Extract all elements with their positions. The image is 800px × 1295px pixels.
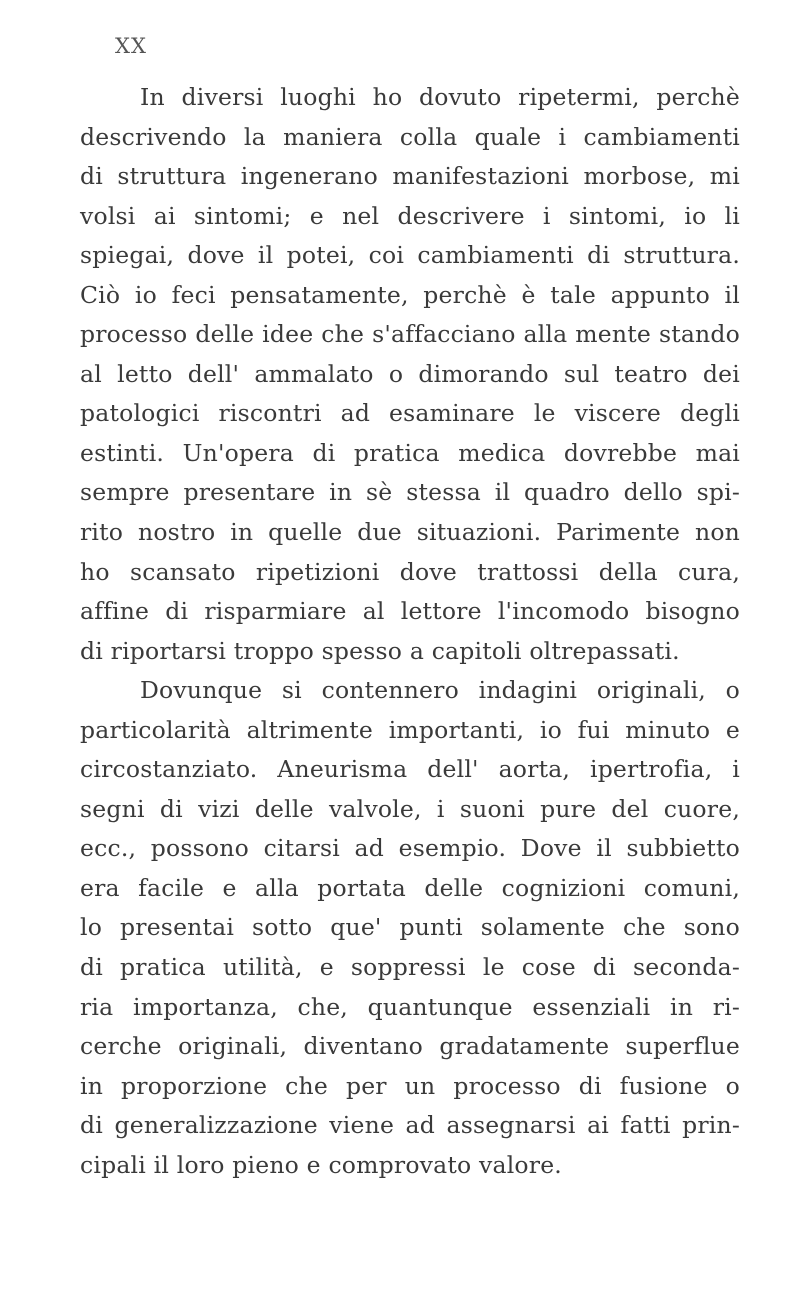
text-line: ecc., possono citarsi ad esempio. Dove il subbietto: [80, 834, 740, 863]
text-line: In diversi luoghi ho dovuto ripetermi, perchè: [140, 83, 740, 111]
text-line: sempre presentare in sè stessa il quadro dello spi-: [80, 478, 740, 507]
text-line: cipali il loro pieno e comprovato valore.: [80, 1150, 562, 1179]
text-line: circostanziato. Aneurisma dell' aorta, ipertrofia, i: [80, 755, 740, 784]
text-line: di pratica utilità, e soppressi le cose di seconda-: [80, 953, 740, 982]
text-line: di struttura ingenerano manifestazioni morbose, mi: [80, 162, 740, 191]
text-line: ria importanza, che, quantunque essenziali in ri-: [80, 992, 740, 1021]
text-line: Ciò io feci pensatamente, perchè è tale appunto il: [80, 280, 740, 309]
text-line: rito nostro in quelle due situazioni. Parimente non: [80, 518, 740, 547]
text-line: Dovunque si contennero indagini originali, o: [140, 676, 740, 705]
text-line: ho scansato ripetizioni dove trattossi della cura,: [80, 557, 740, 586]
body-text: [80, 78, 740, 1185]
text-line: segni di vizi delle valvole, i suoni pure del cuore,: [80, 794, 740, 823]
text-line: descrivendo la maniera colla quale i cambiamenti: [80, 122, 740, 151]
text-line: particolarità altrimente importanti, io fui minuto e: [80, 715, 740, 744]
text-line: di riportarsi troppo spesso a capitoli oltrepassati.: [80, 636, 680, 665]
text-line: spiegai, dove il potei, coi cambiamenti di struttura.: [80, 241, 740, 270]
text-line: lo presentai sotto que' punti solamente che sono: [80, 913, 740, 942]
text-line: volsi ai sintomi; e nel descrivere i sintomi, io li: [80, 201, 740, 230]
text-line: in proporzione che per un processo di fusione o: [80, 1071, 740, 1100]
text-line: di generalizzazione viene ad assegnarsi ai fatti prin-: [80, 1111, 740, 1140]
text-line: cerche originali, diventano gradatamente superflue: [80, 1032, 740, 1061]
text-line: processo delle idee che s'affacciano alla mente stando: [80, 320, 740, 349]
text-line: patologici riscontri ad esaminare le viscere degli: [80, 399, 740, 428]
text-line: affine di risparmiare al lettore l'incomodo bisogno: [80, 597, 740, 626]
text-line: al letto dell' ammalato o dimorando sul teatro dei: [80, 359, 740, 388]
text-line: era facile e alla portata delle cognizioni comuni,: [80, 873, 740, 902]
page-number: XX: [115, 34, 147, 58]
text-line: estinti. Un'opera di pratica medica dovrebbe mai: [80, 438, 740, 467]
